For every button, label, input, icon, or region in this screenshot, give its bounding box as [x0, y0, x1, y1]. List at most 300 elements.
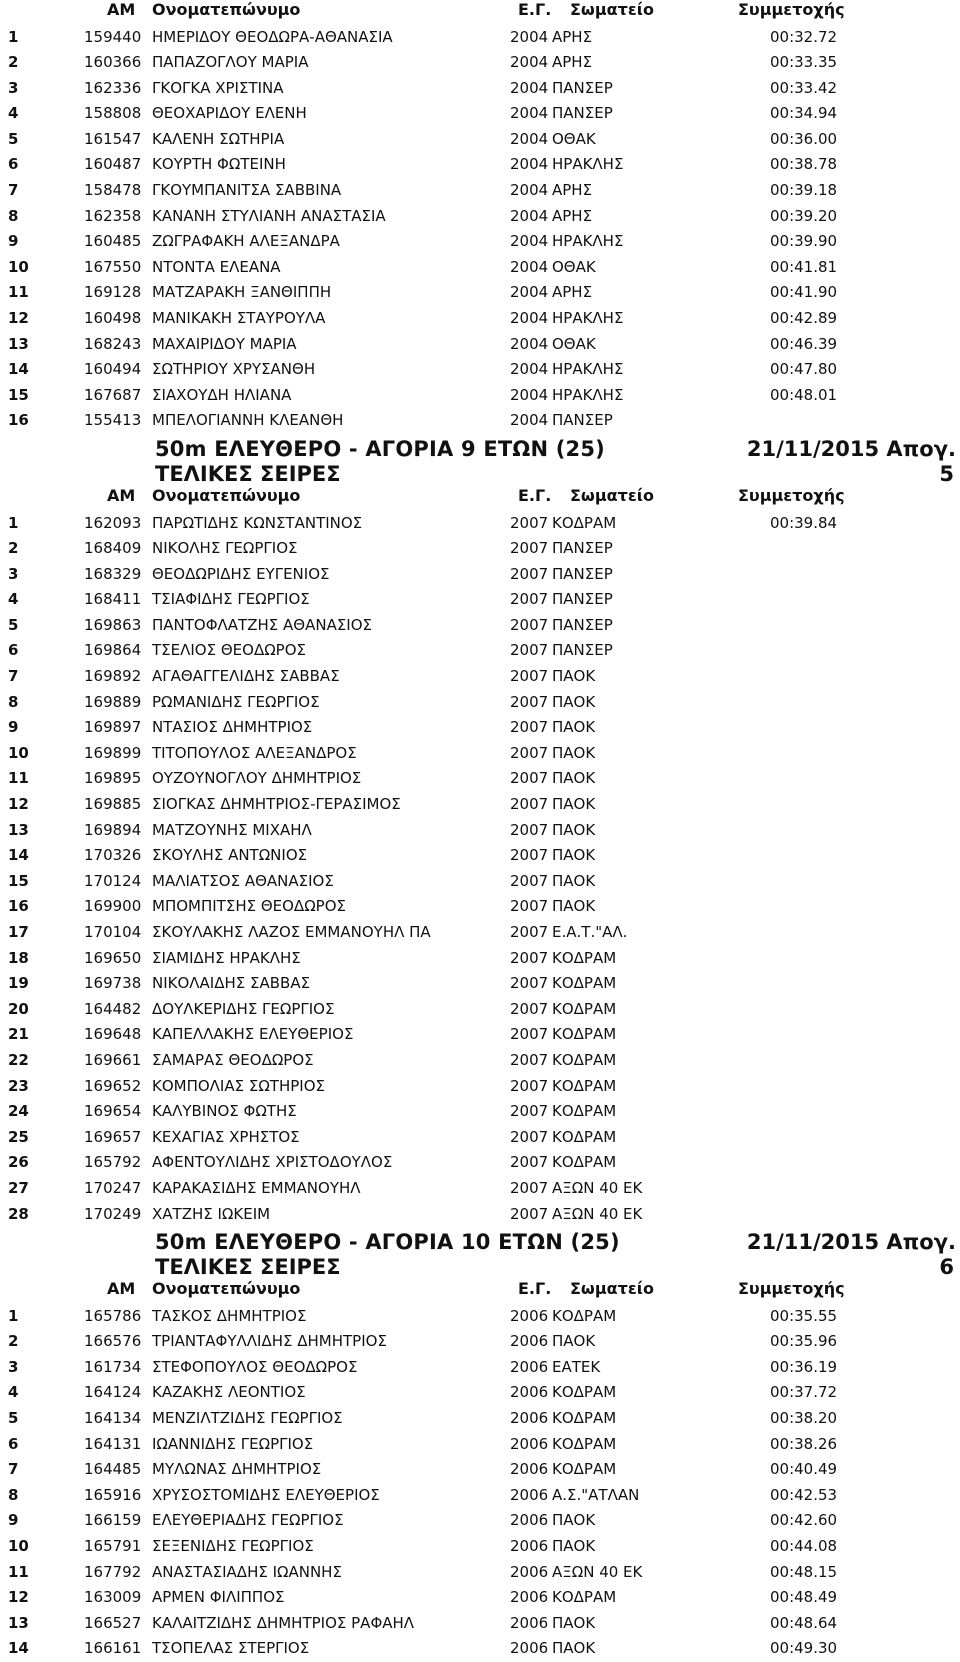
year-cell: 2004	[510, 53, 549, 72]
rank-cell: 23	[8, 1076, 29, 1095]
name-cell: ΑΡΜΕΝ ΦΙΛΙΠΠΟΣ	[152, 1588, 285, 1607]
table-row	[0, 894, 960, 920]
year-cell: 2004	[510, 257, 549, 276]
rank-cell: 4	[8, 590, 19, 609]
am-cell: 155413	[84, 411, 142, 430]
table-row	[0, 1560, 960, 1586]
year-cell: 2007	[510, 923, 549, 941]
club-cell: ΠΑΟΚ	[552, 1511, 596, 1530]
year-cell: 2007	[510, 743, 549, 762]
club-cell: ΚΟΔΡΑΜ	[552, 1460, 617, 1479]
table-row	[0, 818, 960, 844]
name-cell: ΗΜΕΡΙΔΟΥ ΘΕΟΔΩΡΑ-ΑΘΑΝΑΣΙΑ	[152, 27, 393, 46]
table-row	[0, 1585, 960, 1611]
year-cell: 2006	[510, 1511, 549, 1530]
club-cell: ΚΟΔΡΑΜ	[552, 1025, 617, 1044]
year-cell: 2007	[510, 871, 549, 890]
table-row	[0, 1432, 960, 1458]
table-row	[0, 715, 960, 741]
club-cell: ΑΞΩΝ 40 ΕΚ	[552, 1178, 643, 1197]
name-cell: ΓΚΟΥΜΠΑΝΙΤΣΑ ΣΑΒΒΙΝΑ	[152, 181, 342, 200]
club-cell: ΠΑΝΣΕΡ	[552, 564, 613, 583]
club-cell: ΠΑΟΚ	[552, 1639, 596, 1658]
club-cell: ΗΡΑΚΛΗΣ	[552, 385, 624, 404]
year-cell: 2004	[510, 411, 549, 430]
am-cell: 168409	[84, 539, 142, 558]
table-row	[0, 562, 960, 588]
year-cell: 2004	[510, 129, 549, 148]
club-cell: ΟΘΑΚ	[552, 334, 596, 353]
time-cell: 00:44.08	[770, 1536, 838, 1555]
name-cell: ΘΕΟΔΩΡΙΔΗΣ ΕΥΓΕΝΙΟΣ	[152, 564, 330, 583]
year-cell: 2007	[510, 539, 549, 558]
name-cell: ΟΥΖΟΥΝΟΓΛΟΥ ΔΗΜΗΤΡΙΟΣ	[152, 769, 362, 788]
table-row	[0, 1022, 960, 1048]
time-cell: 00:37.72	[770, 1383, 838, 1402]
club-cell: ΠΑΝΣΕΡ	[552, 615, 613, 634]
club-cell: ΚΟΔΡΑΜ	[552, 1434, 617, 1453]
table-row	[0, 1406, 960, 1432]
table-row	[0, 946, 960, 972]
club-cell: ΚΟΔΡΑΜ	[552, 999, 617, 1018]
name-cell: ΠΑΡΩΤΙΔΗΣ ΚΩΝΣΤΑΝΤΙΝΟΣ	[152, 513, 363, 532]
table-row	[0, 1048, 960, 1074]
results-table-3	[0, 1304, 960, 1662]
am-cell: 164131	[84, 1434, 142, 1453]
year-cell: 2007	[510, 641, 549, 660]
event-date: 21/11/2015 Απογ.	[746, 437, 956, 461]
event-title: 50m ΕΛΕΥΘΕΡΟ - ΑΓΟΡΙΑ 9 ΕΤΩΝ (25)	[155, 437, 605, 461]
rank-cell: 13	[8, 820, 29, 839]
name-cell: ΤΣΟΠΕΛΑΣ ΣΤΕΡΓΙΟΣ	[152, 1639, 310, 1658]
table-row	[0, 178, 960, 204]
am-cell: 169895	[84, 769, 142, 788]
am-cell: 160487	[84, 155, 142, 174]
year-cell: 2004	[510, 206, 549, 225]
name-cell: ΚΑΝΑΝΗ ΣΤΥΛΙΑΝΗ ΑΝΑΣΤΑΣΙΑ	[152, 206, 386, 225]
club-cell: ΚΟΔΡΑΜ	[552, 1588, 617, 1607]
time-cell: 00:48.64	[770, 1613, 838, 1632]
rank-cell: 10	[8, 1536, 29, 1555]
am-cell: 165792	[84, 1153, 142, 1172]
club-cell: ΠΑΟΚ	[552, 692, 596, 711]
rank-cell: 25	[8, 1127, 29, 1146]
year-cell: 2007	[510, 1102, 549, 1121]
header-sym: Συμμετοχής	[738, 0, 845, 19]
rank-cell: 13	[8, 334, 29, 353]
table-row	[0, 1150, 960, 1176]
event-subtitle: ΤΕΛΙΚΕΣ ΣΕΙΡΕΣ	[155, 462, 341, 486]
year-cell: 2004	[510, 27, 549, 46]
time-cell: 00:35.55	[770, 1306, 838, 1325]
rank-cell: 14	[8, 360, 29, 379]
club-cell: ΠΑΟΚ	[552, 820, 596, 839]
year-cell: 2006	[510, 1434, 549, 1453]
am-cell: 169648	[84, 1025, 142, 1044]
am-cell: 162093	[84, 513, 142, 532]
am-cell: 167550	[84, 257, 142, 276]
year-cell: 2007	[510, 897, 549, 916]
rank-cell: 9	[8, 1511, 19, 1530]
club-cell: ΚΟΔΡΑΜ	[552, 948, 617, 967]
club-cell: Ε.Α.Τ."ΑΛ.	[552, 923, 628, 941]
time-cell: 00:32.72	[770, 27, 838, 46]
club-cell: ΚΟΔΡΑΜ	[552, 1102, 617, 1121]
table-row	[0, 229, 960, 255]
am-cell: 164482	[84, 999, 142, 1018]
table-header	[0, 1279, 960, 1304]
club-cell: ΠΑΟΚ	[552, 1536, 596, 1555]
rank-cell: 10	[8, 257, 29, 276]
name-cell: ΜΥΛΩΝΑΣ ΔΗΜΗΤΡΙΟΣ	[152, 1460, 322, 1479]
name-cell: ΠΑΠΑΖΟΓΛΟΥ ΜΑΡΙΑ	[152, 53, 309, 72]
am-cell: 166527	[84, 1613, 142, 1632]
am-cell: 165786	[84, 1306, 142, 1325]
year-cell: 2007	[510, 999, 549, 1018]
table-row	[0, 869, 960, 895]
time-cell: 00:48.49	[770, 1588, 838, 1607]
table-row	[0, 1483, 960, 1509]
am-cell: 165916	[84, 1485, 142, 1504]
am-cell: 170249	[84, 1204, 142, 1223]
name-cell: ΤΙΤΟΠΟΥΛΟΣ ΑΛΕΞΑΝΔΡΟΣ	[152, 743, 357, 762]
am-cell: 169889	[84, 692, 142, 711]
am-cell: 167792	[84, 1562, 142, 1581]
year-cell: 2006	[510, 1332, 549, 1351]
table-row	[0, 690, 960, 716]
table-row	[0, 101, 960, 127]
table-row	[0, 1202, 960, 1228]
year-cell: 2007	[510, 974, 549, 993]
rank-cell: 2	[8, 1332, 19, 1351]
name-cell: ΧΑΤΖΗΣ ΙΩΚΕΙΜ	[152, 1204, 271, 1223]
time-cell: 00:42.89	[770, 309, 838, 328]
year-cell: 2006	[510, 1536, 549, 1555]
rank-cell: 15	[8, 871, 29, 890]
am-cell: 166159	[84, 1511, 142, 1530]
name-cell: ΑΦΕΝΤΟΥΛΙΔΗΣ ΧΡΙΣΤΟΔΟΥΛΟΣ	[152, 1153, 393, 1172]
club-cell: ΠΑΟΚ	[552, 897, 596, 916]
club-cell: ΠΑΝΣΕΡ	[552, 411, 613, 430]
name-cell: ΜΕΝΖΙΛΤΖΙΔΗΣ ΓΕΩΡΓΙΟΣ	[152, 1409, 343, 1427]
event-number: 6	[939, 1255, 954, 1280]
am-cell: 166161	[84, 1639, 142, 1658]
name-cell: ΝΙΚΟΛΗΣ ΓΕΩΡΓΙΟΣ	[152, 539, 298, 558]
table-row	[0, 1304, 960, 1330]
club-cell: ΗΡΑΚΛΗΣ	[552, 360, 624, 379]
am-cell: 169657	[84, 1127, 142, 1146]
time-cell: 00:48.01	[770, 385, 838, 404]
rank-cell: 19	[8, 974, 29, 993]
header-name: Ονοματεπώνυμο	[152, 0, 301, 19]
name-cell: ΝΤΟΝΤΑ ΕΛΕΑΝΑ	[152, 257, 281, 276]
name-cell: ΡΩΜΑΝΙΔΗΣ ΓΕΩΡΓΙΟΣ	[152, 692, 320, 711]
am-cell: 162336	[84, 78, 142, 97]
time-cell: 00:48.15	[770, 1562, 838, 1581]
name-cell: ΚΑΛΕΝΗ ΣΩΤΗΡΙΑ	[152, 129, 285, 148]
year-cell: 2007	[510, 513, 549, 532]
event-title-block	[0, 1227, 960, 1279]
club-cell: ΕΑΤΕΚ	[552, 1357, 601, 1376]
name-cell: ΓΚΟΓΚΑ ΧΡΙΣΤΙΝΑ	[152, 78, 284, 97]
year-cell: 2004	[510, 309, 549, 328]
year-cell: 2007	[510, 1178, 549, 1197]
year-cell: 2007	[510, 1076, 549, 1095]
rank-cell: 5	[8, 615, 19, 634]
club-cell: ΠΑΟΚ	[552, 769, 596, 788]
name-cell: ΜΑΝΙΚΑΚΗ ΣΤΑΥΡΟΥΛΑ	[152, 309, 326, 328]
name-cell: ΜΑΧΑΙΡΙΔΟΥ ΜΑΡΙΑ	[152, 334, 297, 353]
year-cell: 2007	[510, 820, 549, 839]
am-cell: 169654	[84, 1102, 142, 1121]
am-cell: 164134	[84, 1409, 142, 1427]
club-cell: ΠΑΟΚ	[552, 846, 596, 865]
rank-cell: 7	[8, 181, 19, 200]
year-cell: 2004	[510, 104, 549, 123]
name-cell: ΚΟΥΡΤΗ ΦΩΤΕΙΝΗ	[152, 155, 286, 174]
rank-cell: 10	[8, 743, 29, 762]
rank-cell: 15	[8, 385, 29, 404]
name-cell: ΣΙΟΓΚΑΣ ΔΗΜΗΤΡΙΟΣ-ΓΕΡΑΣΙΜΟΣ	[152, 795, 401, 814]
name-cell: ΝΤΑΣΙΟΣ ΔΗΜΗΤΡΙΟΣ	[152, 718, 313, 737]
header-club: Σωματείο	[570, 0, 654, 19]
am-cell: 162358	[84, 206, 142, 225]
table-row	[0, 511, 960, 537]
year-cell: 2006	[510, 1588, 549, 1607]
year-cell: 2004	[510, 232, 549, 251]
rank-cell: 12	[8, 1588, 29, 1607]
am-cell: 169892	[84, 667, 142, 686]
year-cell: 2007	[510, 1204, 549, 1223]
am-cell: 169897	[84, 718, 142, 737]
table-row	[0, 127, 960, 153]
name-cell: ΜΠΟΜΠΙΤΣΗΣ ΘΕΟΔΩΡΟΣ	[152, 897, 346, 916]
rank-cell: 7	[8, 667, 19, 686]
club-cell: ΑΡΗΣ	[552, 283, 593, 302]
table-header	[0, 0, 960, 25]
name-cell: ΝΙΚΟΛΑΙΔΗΣ ΣΑΒΒΑΣ	[152, 974, 311, 993]
am-cell: 170104	[84, 923, 142, 941]
club-cell: ΚΟΔΡΑΜ	[552, 1050, 617, 1069]
name-cell: ΚΕΧΑΓΙΑΣ ΧΡΗΣΤΟΣ	[152, 1127, 300, 1146]
table-row	[0, 1508, 960, 1534]
name-cell: ΣΑΜΑΡΑΣ ΘΕΟΔΩΡΟΣ	[152, 1050, 314, 1069]
rank-cell: 14	[8, 1639, 29, 1658]
table-row	[0, 383, 960, 409]
time-cell: 00:46.39	[770, 334, 838, 353]
club-cell: ΠΑΟΚ	[552, 1332, 596, 1351]
time-cell: 00:41.90	[770, 283, 838, 302]
year-cell: 2007	[510, 846, 549, 865]
am-cell: 160366	[84, 53, 142, 72]
rank-cell: 6	[8, 1434, 19, 1453]
time-cell: 00:36.00	[770, 129, 838, 148]
am-cell: 160485	[84, 232, 142, 251]
name-cell: ΣΩΤΗΡΙΟΥ ΧΡΥΣΑΝΘΗ	[152, 360, 316, 379]
club-cell: ΚΟΔΡΑΜ	[552, 1076, 617, 1095]
table-row	[0, 1611, 960, 1637]
table-row	[0, 332, 960, 358]
year-cell: 2007	[510, 1153, 549, 1172]
rank-cell: 12	[8, 795, 29, 814]
time-cell: 00:47.80	[770, 360, 838, 379]
club-cell: ΑΞΩΝ 40 ΕΚ	[552, 1204, 643, 1223]
table-row	[0, 741, 960, 767]
rank-cell: 11	[8, 769, 29, 788]
am-cell: 169650	[84, 948, 142, 967]
rank-cell: 9	[8, 232, 19, 251]
year-cell: 2007	[510, 590, 549, 609]
year-cell: 2006	[510, 1460, 549, 1479]
name-cell: ΚΟΜΠΟΛΙΑΣ ΣΩΤΗΡΙΟΣ	[152, 1076, 325, 1095]
header-name: Ονοματεπώνυμο	[152, 1279, 301, 1299]
rank-cell: 1	[8, 513, 19, 532]
time-cell: 00:49.30	[770, 1639, 838, 1658]
header-name: Ονοματεπώνυμο	[152, 486, 301, 505]
rank-cell: 22	[8, 1050, 29, 1069]
time-cell: 00:39.84	[770, 513, 838, 532]
time-cell: 00:38.78	[770, 155, 838, 174]
table-row	[0, 1380, 960, 1406]
am-cell: 168329	[84, 564, 142, 583]
rank-cell: 1	[8, 27, 19, 46]
table-row	[0, 920, 960, 946]
header-am: ΑΜ	[107, 486, 136, 505]
table-row	[0, 306, 960, 332]
event-subtitle: ΤΕΛΙΚΕΣ ΣΕΙΡΕΣ	[155, 1255, 341, 1280]
club-cell: ΚΟΔΡΑΜ	[552, 1153, 617, 1172]
am-cell: 169863	[84, 615, 142, 634]
time-cell: 00:39.18	[770, 181, 838, 200]
table-row	[0, 971, 960, 997]
club-cell: Α.Σ."ΑΤΛΑΝ	[552, 1485, 640, 1504]
club-cell: ΚΟΔΡΑΜ	[552, 1127, 617, 1146]
name-cell: ΚΑΖΑΚΗΣ ΛΕΟΝΤΙΟΣ	[152, 1383, 306, 1402]
rank-cell: 17	[8, 923, 29, 941]
table-row	[0, 843, 960, 869]
time-cell: 00:33.35	[770, 53, 838, 72]
year-cell: 2004	[510, 385, 549, 404]
name-cell: ΤΣΕΛΙΟΣ ΘΕΟΔΩΡΟΣ	[152, 641, 306, 660]
name-cell: ΑΝΑΣΤΑΣΙΑΔΗΣ ΙΩΑΝΝΗΣ	[152, 1562, 342, 1581]
rank-cell: 2	[8, 539, 19, 558]
name-cell: ΕΛΕΥΘΕΡΙΑΔΗΣ ΓΕΩΡΓΙΟΣ	[152, 1511, 344, 1530]
table-row	[0, 1329, 960, 1355]
time-cell: 00:33.42	[770, 78, 838, 97]
club-cell: ΗΡΑΚΛΗΣ	[552, 155, 624, 174]
table-row	[0, 792, 960, 818]
rank-cell: 16	[8, 411, 29, 430]
am-cell: 161547	[84, 129, 142, 148]
year-cell: 2004	[510, 334, 549, 353]
year-cell: 2007	[510, 1127, 549, 1146]
table-row	[0, 587, 960, 613]
year-cell: 2006	[510, 1383, 549, 1402]
table-row	[0, 50, 960, 76]
table-row	[0, 152, 960, 178]
year-cell: 2007	[510, 564, 549, 583]
table-row	[0, 1176, 960, 1202]
name-cell: ΣΕΞΕΝΙΔΗΣ ΓΕΩΡΓΙΟΣ	[152, 1536, 314, 1555]
rank-cell: 28	[8, 1204, 29, 1223]
am-cell: 168411	[84, 590, 142, 609]
name-cell: ΜΑΤΖΑΡΑΚΗ ΞΑΝΘΙΠΠΗ	[152, 283, 332, 302]
am-cell: 169900	[84, 897, 142, 916]
rank-cell: 4	[8, 1383, 19, 1402]
name-cell: ΙΩΑΝΝΙΔΗΣ ΓΕΩΡΓΙΟΣ	[152, 1434, 314, 1453]
name-cell: ΜΑΤΖΟΥΝΗΣ ΜΙΧΑΗΛ	[152, 820, 312, 839]
header-sym: Συμμετοχής	[738, 1279, 845, 1299]
time-cell: 00:34.94	[770, 104, 838, 123]
header-am: ΑΜ	[107, 1279, 136, 1299]
rank-cell: 13	[8, 1613, 29, 1632]
year-cell: 2007	[510, 795, 549, 814]
name-cell: ΘΕΟΧΑΡΙΔΟΥ ΕΛΕΝΗ	[152, 104, 307, 123]
rank-cell: 6	[8, 155, 19, 174]
rank-cell: 9	[8, 718, 19, 737]
table-row	[0, 613, 960, 639]
name-cell: ΣΤΕΦΟΠΟΥΛΟΣ ΘΕΟΔΩΡΟΣ	[152, 1357, 358, 1376]
club-cell: ΑΡΗΣ	[552, 206, 593, 225]
name-cell: ΣΚΟΥΛΗΣ ΑΝΤΩΝΙΟΣ	[152, 846, 308, 865]
year-cell: 2006	[510, 1562, 549, 1581]
year-cell: 2007	[510, 718, 549, 737]
club-cell: ΟΘΑΚ	[552, 257, 596, 276]
name-cell: ΜΑΛΙΑΤΣΟΣ ΑΘΑΝΑΣΙΟΣ	[152, 871, 334, 890]
table-row	[0, 1125, 960, 1151]
table-row	[0, 1636, 960, 1662]
header-eg: Ε.Γ.	[518, 0, 552, 19]
name-cell: ΜΠΕΛΟΓΙΑΝΝΗ ΚΛΕΑΝΘΗ	[152, 411, 344, 430]
table-row	[0, 997, 960, 1023]
year-cell: 2006	[510, 1639, 549, 1658]
year-cell: 2004	[510, 78, 549, 97]
name-cell: ΤΣΙΑΦΙΔΗΣ ΓΕΩΡΓΙΟΣ	[152, 590, 310, 609]
club-cell: ΚΟΔΡΑΜ	[552, 1383, 617, 1402]
table-header	[0, 486, 960, 511]
event-number: 5	[939, 462, 954, 486]
rank-cell: 3	[8, 564, 19, 583]
am-cell: 163009	[84, 1588, 142, 1607]
club-cell: ΑΡΗΣ	[552, 181, 593, 200]
table-row	[0, 1534, 960, 1560]
rank-cell: 11	[8, 283, 29, 302]
club-cell: ΚΟΔΡΑΜ	[552, 513, 617, 532]
year-cell: 2007	[510, 769, 549, 788]
time-cell: 00:41.81	[770, 257, 838, 276]
time-cell: 00:42.53	[770, 1485, 838, 1504]
am-cell: 169661	[84, 1050, 142, 1069]
year-cell: 2006	[510, 1306, 549, 1325]
rank-cell: 8	[8, 1485, 19, 1504]
club-cell: ΠΑΝΣΕΡ	[552, 539, 613, 558]
rank-cell: 24	[8, 1102, 29, 1121]
am-cell: 167687	[84, 385, 142, 404]
name-cell: ΣΙΑΧΟΥΔΗ ΗΛΙΑΝΑ	[152, 385, 292, 404]
rank-cell: 26	[8, 1153, 29, 1172]
year-cell: 2007	[510, 1025, 549, 1044]
rank-cell: 5	[8, 1409, 19, 1427]
club-cell: ΠΑΝΣΕΡ	[552, 641, 613, 660]
year-cell: 2006	[510, 1409, 549, 1427]
am-cell: 160498	[84, 309, 142, 328]
am-cell: 160494	[84, 360, 142, 379]
time-cell: 00:35.96	[770, 1332, 838, 1351]
header-club: Σωματείο	[570, 1279, 654, 1299]
year-cell: 2007	[510, 667, 549, 686]
club-cell: ΠΑΟΚ	[552, 1613, 596, 1632]
name-cell: ΚΑΛΥΒΙΝΟΣ ΦΩΤΗΣ	[152, 1102, 297, 1121]
